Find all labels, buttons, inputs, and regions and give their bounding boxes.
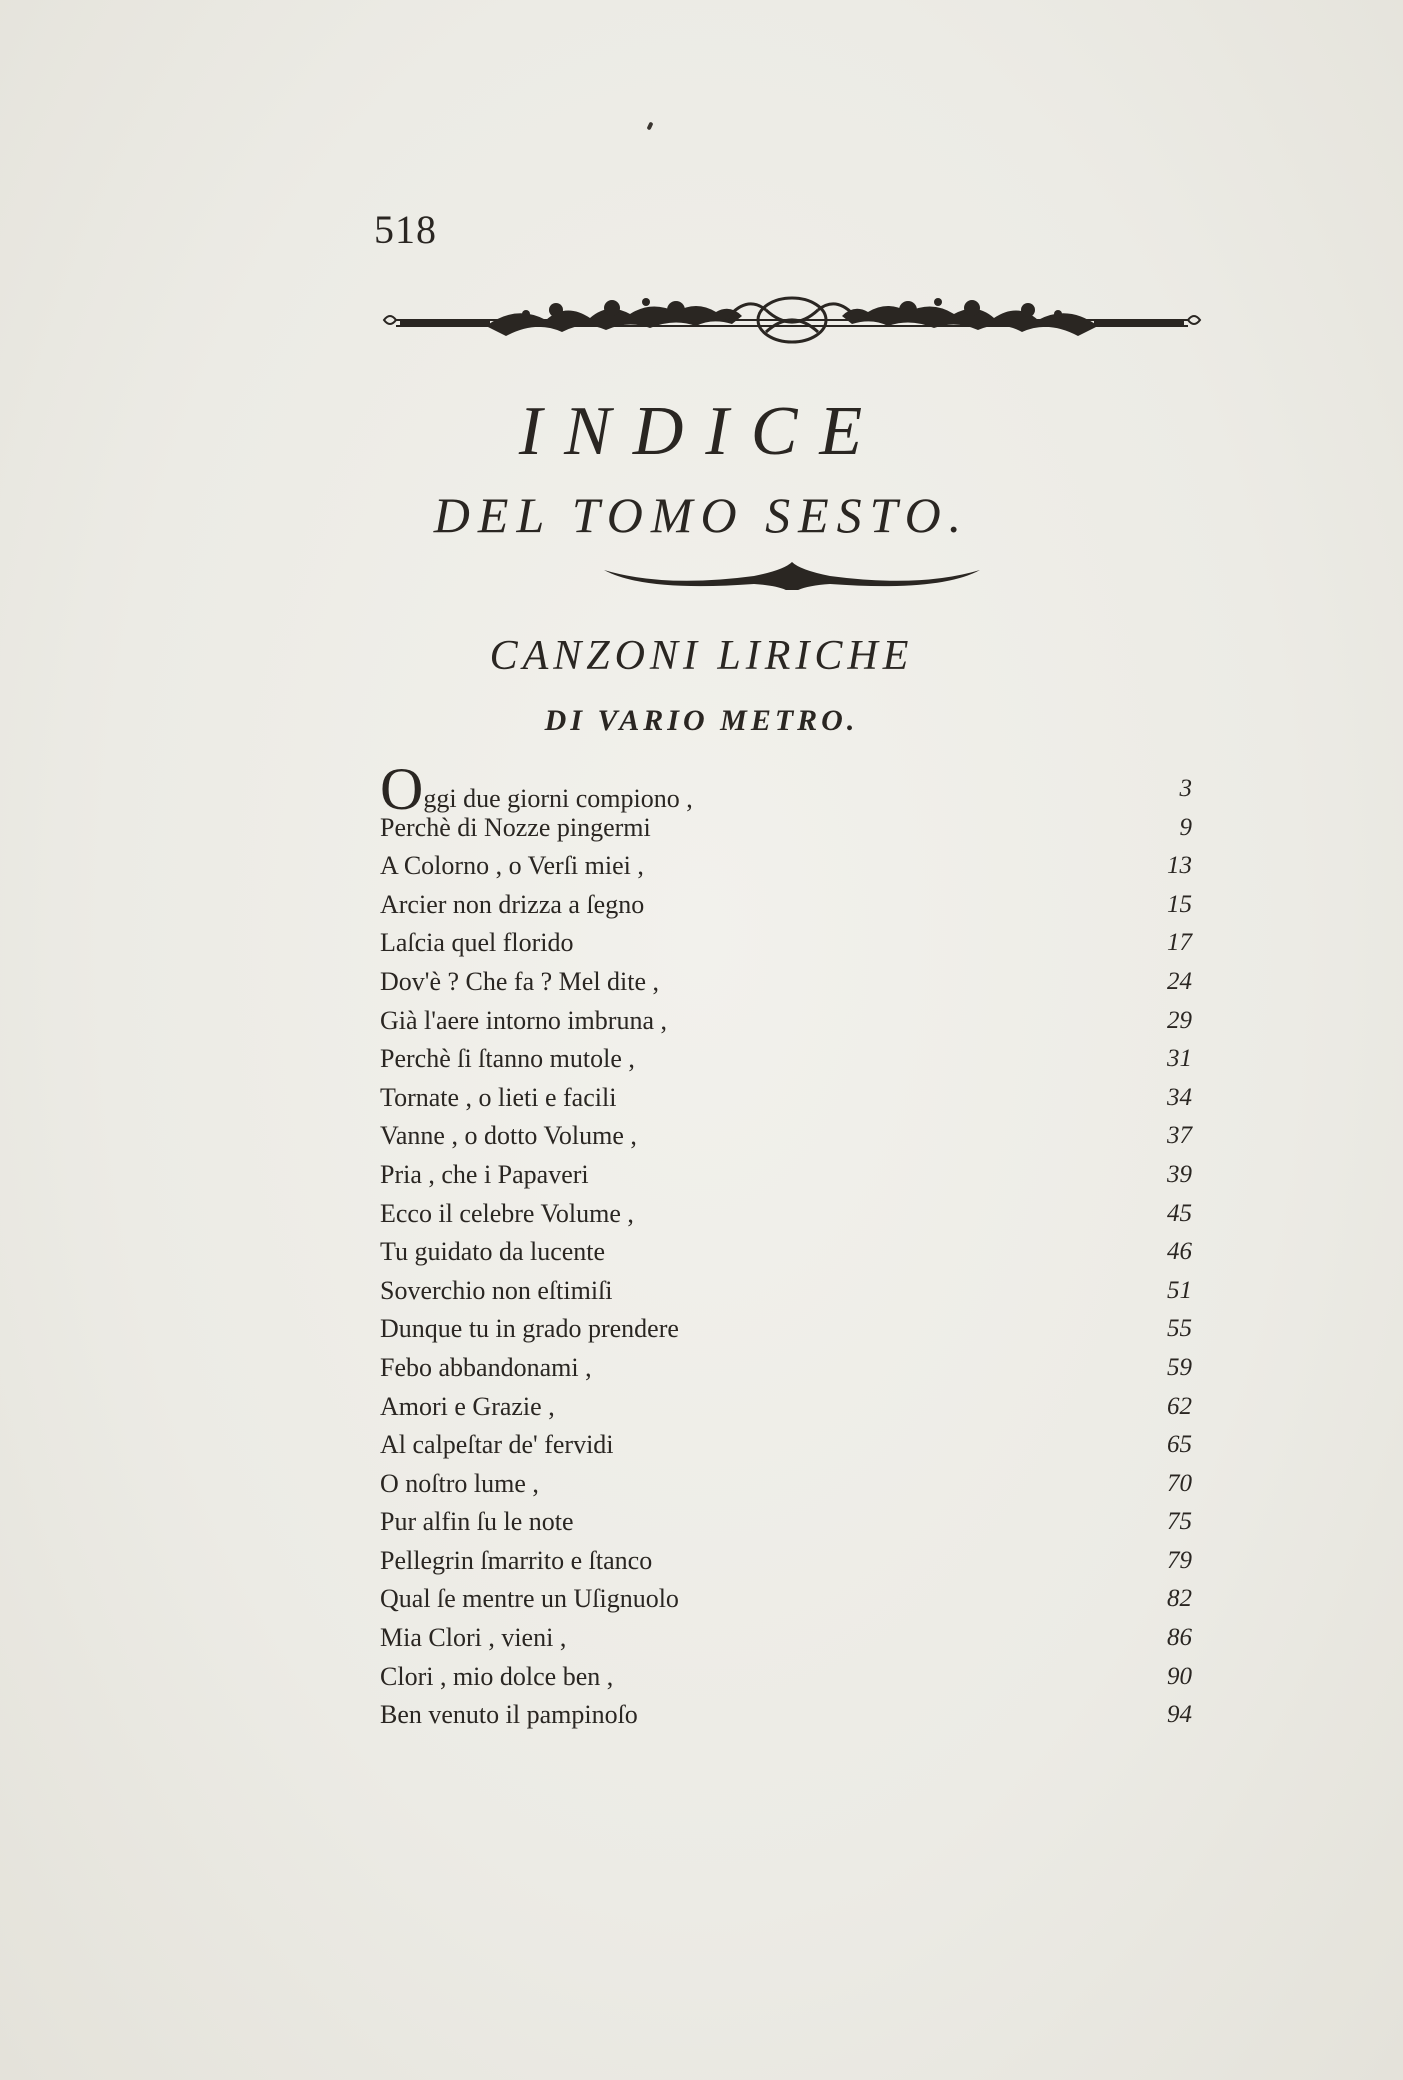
toc-entry (378, 1117, 1198, 1156)
toc-entry-page: 39 (1167, 1160, 1192, 1188)
toc-entry-page: 29 (1167, 1006, 1192, 1034)
toc-entry (378, 1310, 1198, 1349)
toc-entry-title: Soverchio non eſtimiſi (380, 1275, 613, 1305)
toc-entry-title: Mia Clori , vieni , (380, 1623, 567, 1653)
toc-entry (378, 1272, 1198, 1311)
toc-entry-title: Vanne , o dotto Volume , (380, 1121, 637, 1151)
toc-entry (378, 1079, 1198, 1118)
toc-entry (378, 1156, 1198, 1195)
toc-entry-page: 13 (1167, 852, 1192, 880)
toc-entry-page: 37 (1167, 1122, 1192, 1150)
toc-entry-title: Pria , che i Papaveri (380, 1159, 589, 1189)
toc-entry-title: Tu guidato da lucente (380, 1237, 606, 1267)
toc-entry-page: 82 (1167, 1585, 1192, 1613)
toc-entry-page: 79 (1167, 1546, 1192, 1574)
ink-speck (646, 122, 653, 131)
swash-divider (602, 560, 982, 590)
toc-entry (378, 1619, 1198, 1658)
section-title: CANZONI LIRICHE (489, 633, 914, 679)
toc-entry-page: 51 (1167, 1276, 1192, 1304)
toc-entry-page: 45 (1167, 1199, 1192, 1227)
toc-entry-title: Dunque tu in grado prendere (380, 1314, 679, 1344)
toc-entry-page: 65 (1167, 1431, 1192, 1459)
toc-entry (378, 1426, 1198, 1465)
toc-entry-title: Al calpeſtar de' fervidi (380, 1430, 614, 1460)
toc-entry (378, 847, 1198, 886)
toc-entry-page: 62 (1167, 1392, 1192, 1420)
toc-entry (378, 924, 1198, 963)
toc-entry-title: Amori e Grazie , (380, 1391, 555, 1421)
toc-entry-title: Qual ſe mentre un Uſignuolo (380, 1584, 679, 1614)
toc-entry-page: 94 (1167, 1701, 1192, 1729)
toc-entry (378, 1233, 1198, 1272)
toc-entry-title: Oggi due giorni compiono , (380, 756, 693, 822)
toc-entry-title: Febo abbandonami , (380, 1352, 592, 1382)
toc-entry (378, 1465, 1198, 1504)
toc-entry-page: 9 (1179, 813, 1192, 841)
table-of-contents (378, 756, 1198, 1735)
toc-entry (378, 1349, 1198, 1388)
toc-entry-page: 59 (1167, 1353, 1192, 1381)
toc-entry-page: 46 (1167, 1238, 1192, 1266)
toc-entry (378, 1503, 1198, 1542)
toc-entry (378, 1002, 1198, 1041)
toc-entry (378, 1542, 1198, 1581)
toc-entry-title: Perchè di Nozze pingermi (380, 812, 651, 842)
toc-entry (378, 1658, 1198, 1697)
floral-ornament-headpiece (376, 280, 1208, 352)
toc-entry-page: 17 (1167, 929, 1192, 957)
toc-entry-title: O noſtro lume , (380, 1468, 539, 1498)
toc-entry (378, 1040, 1198, 1079)
toc-entry (378, 1580, 1198, 1619)
toc-entry-title: Pur alfin ſu le note (380, 1507, 574, 1537)
toc-entry-page: 3 (1179, 775, 1192, 802)
toc-entry (378, 886, 1198, 925)
page-number: 518 (374, 207, 437, 252)
toc-entry-title: Ecco il celebre Volume , (380, 1198, 634, 1228)
toc-entry (378, 963, 1198, 1002)
toc-entry (378, 809, 1198, 848)
toc-entry-title: A Colorno , o Verſi miei , (380, 851, 644, 881)
toc-entry-page: 31 (1167, 1045, 1192, 1073)
toc-entry-page: 75 (1167, 1508, 1192, 1536)
toc-entry (378, 756, 1198, 822)
toc-entry-page: 90 (1167, 1662, 1192, 1690)
toc-entry-title: Dov'è ? Che fa ? Mel dite , (380, 966, 660, 996)
toc-entry (378, 1388, 1198, 1427)
toc-entry-page: 34 (1167, 1083, 1192, 1111)
toc-entry-title: Pellegrin ſmarrito e ſtanco (380, 1545, 653, 1575)
toc-entry-title: Tornate , o lieti e facili (380, 1082, 617, 1112)
toc-entry-page: 70 (1167, 1469, 1192, 1497)
toc-entry-page: 24 (1167, 967, 1192, 995)
section-subtitle: DI VARIO METRO. (544, 704, 859, 737)
toc-entry (378, 1696, 1198, 1735)
index-title: INDICE (518, 393, 885, 470)
toc-entry-title: Clori , mio dolce ben , (380, 1661, 614, 1691)
toc-entry-title: Ben venuto il pampinoſo (380, 1700, 638, 1730)
toc-entry-page: 55 (1167, 1315, 1192, 1343)
toc-entry (378, 1195, 1198, 1234)
toc-entry-page: 15 (1167, 890, 1192, 918)
toc-entry-title: Laſcia quel florido (380, 928, 574, 958)
toc-entry-page: 86 (1167, 1624, 1192, 1652)
toc-entry-title: Perchè ſi ſtanno mutole , (380, 1044, 635, 1074)
toc-entry-title: Già l'aere intorno imbruna , (380, 1005, 667, 1035)
volume-subtitle: DEL TOMO SESTO. (433, 487, 970, 543)
toc-entry-title: Arcier non drizza a ſegno (380, 889, 645, 919)
drop-capital: O (380, 756, 424, 822)
